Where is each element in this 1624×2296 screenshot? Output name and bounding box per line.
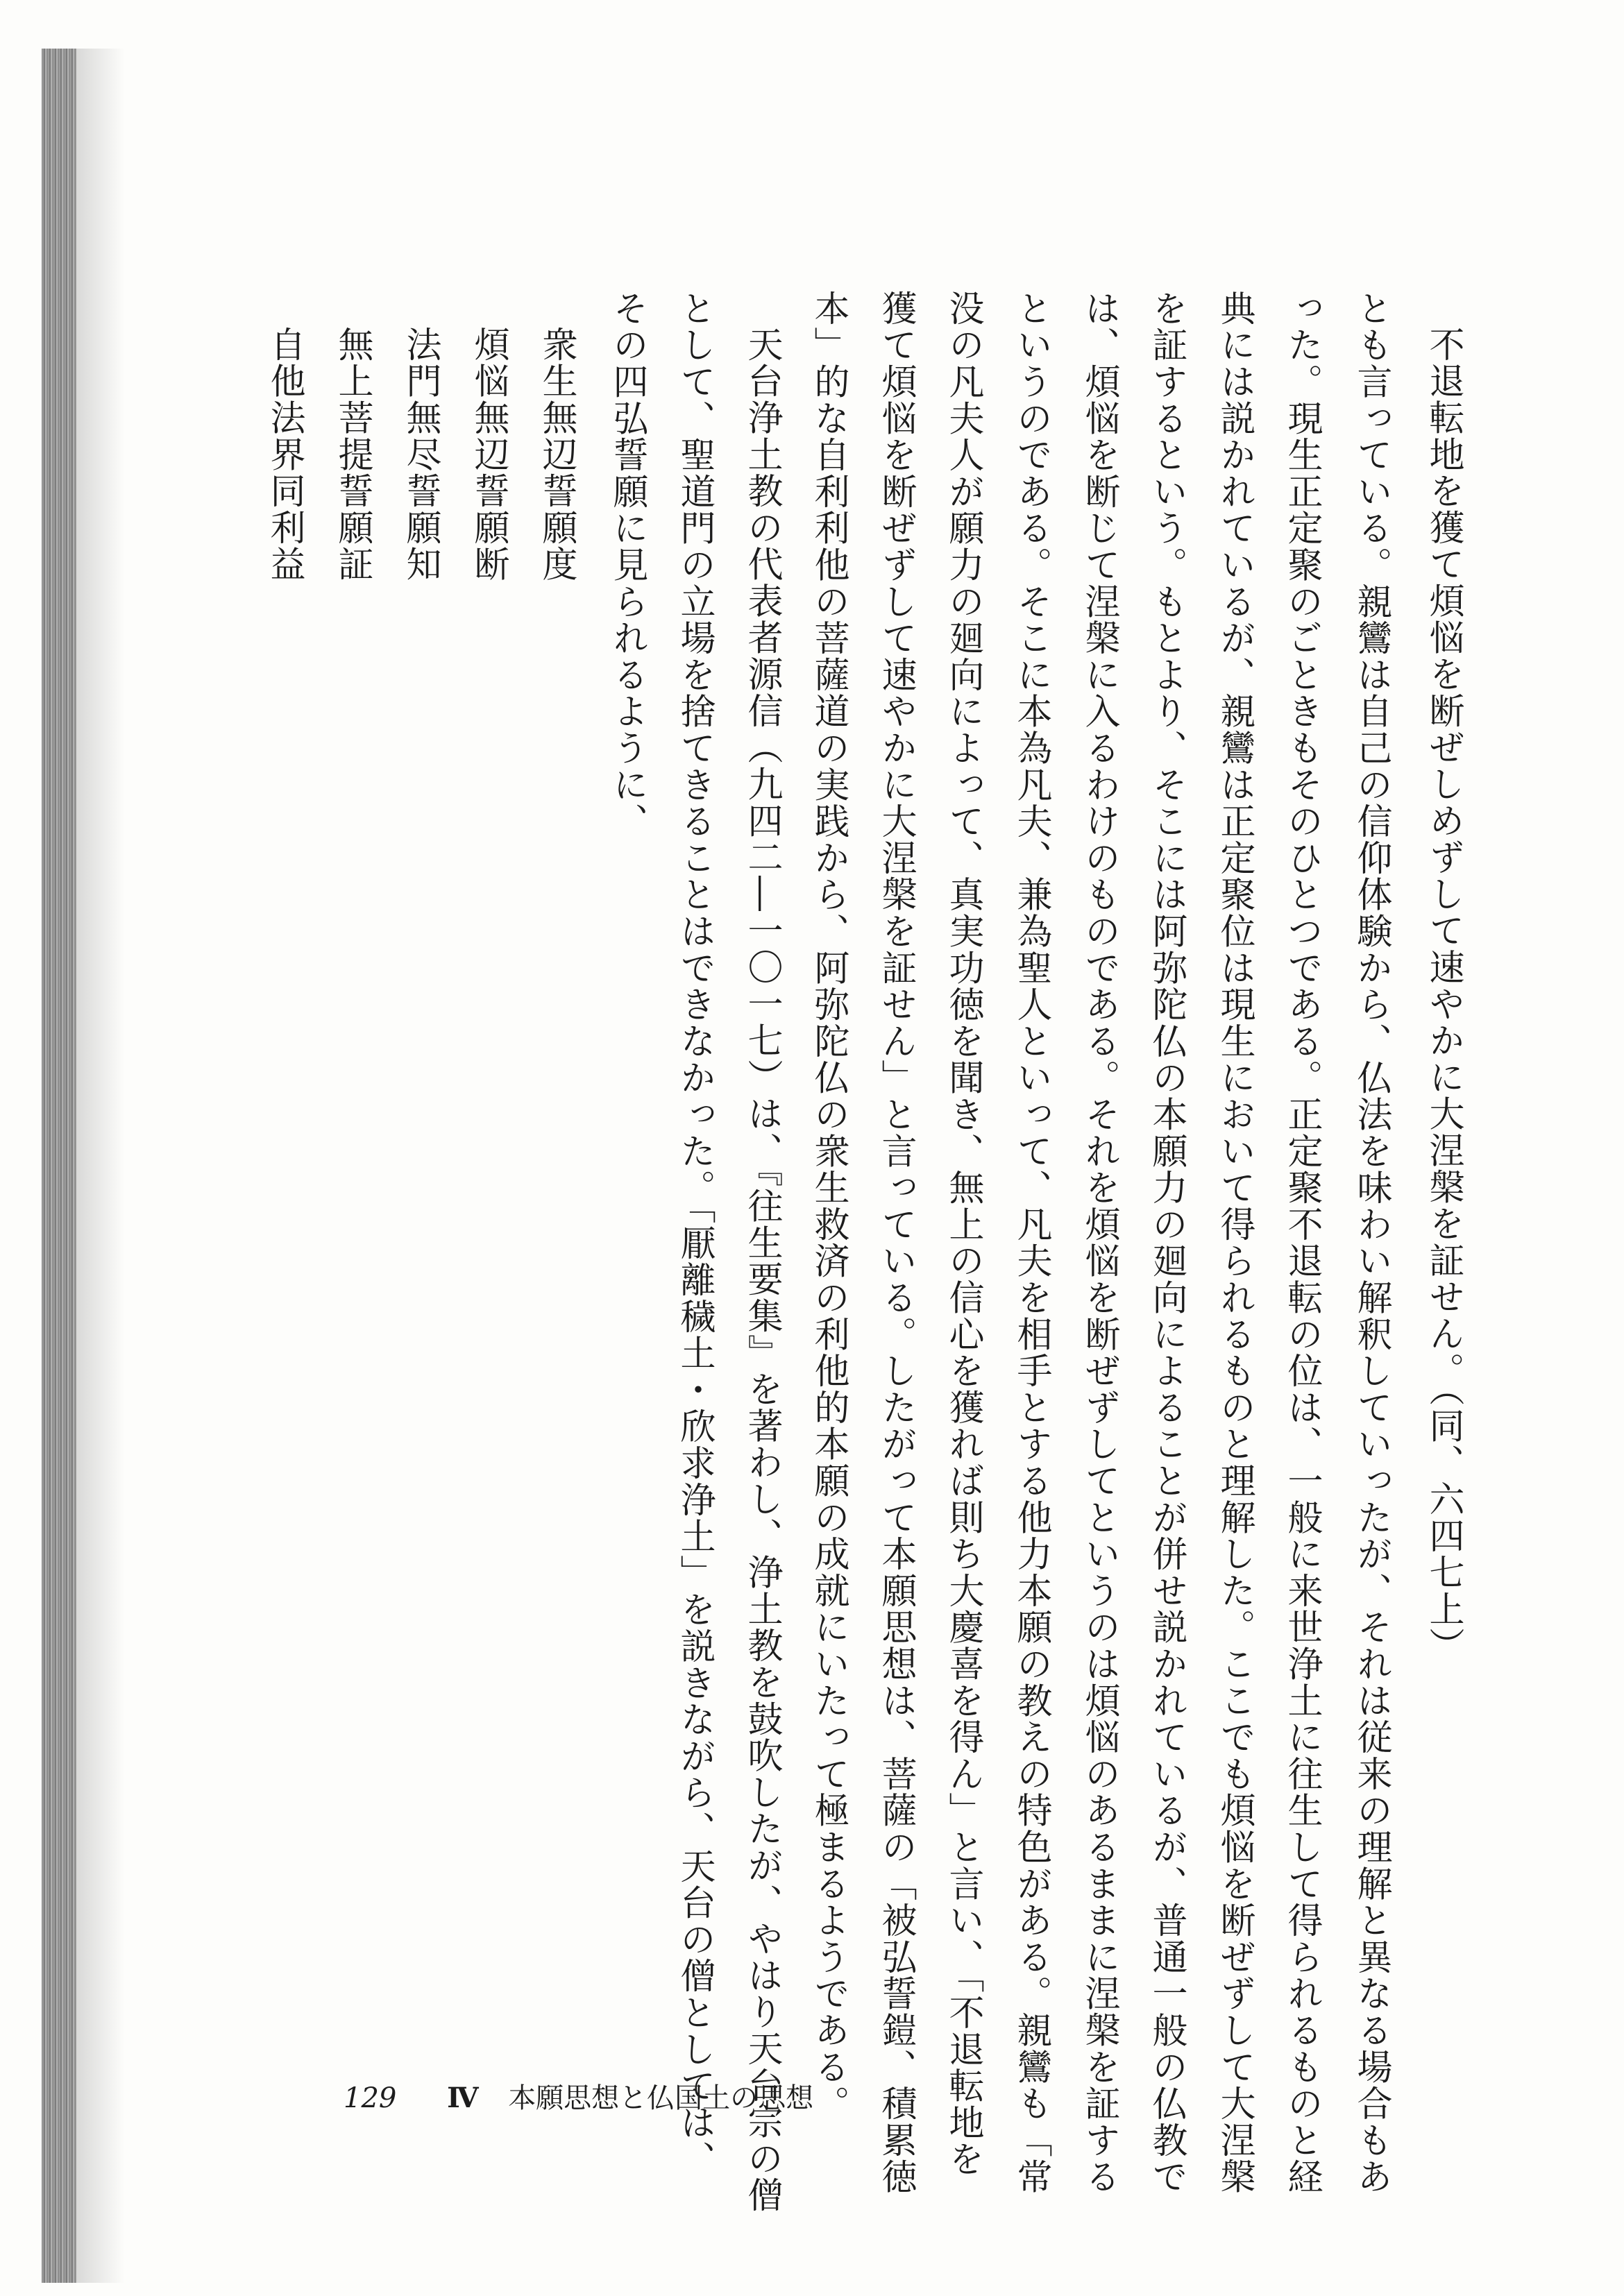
text-column: 天台浄土教の代表者源信（九四二―一〇一七）は、『往生要集』を著わし、浄土教を鼓吹したが、やはり天台宗の僧: [741, 326, 782, 2214]
text-column: は、煩悩を断じて涅槃に入るわけのものである。それを煩悩を断ぜずしてというのは煩悩のあるままに涅槃を証する: [1079, 290, 1119, 2195]
text-column: 典には説かれているが、親鸞は正定聚位は現生において得られるものと理解した。ここでも煩悩を断ぜずして大涅槃: [1214, 290, 1255, 2195]
text-column: った。現生正定聚のごときもそのひとつである。正定聚不退転の位は、一般に来世浄土に往生して得られるものと経: [1281, 290, 1322, 2195]
vow-line: 無上菩提誓願証: [332, 326, 373, 583]
running-footer: [344, 2076, 813, 2116]
vow-line: 衆生無辺誓願度: [536, 326, 577, 583]
text-column: として、聖道門の立場を捨てきることはできなかった。「厭離穢土・欣求浄土」を説きながら、天台の僧としては、: [674, 290, 715, 2178]
vow-line: 自他法界同利益: [264, 326, 305, 583]
text-column: 本」的な自利利他の菩薩道の実践から、阿弥陀仏の衆生救済の利他的本願の成就にいたって極まるようである。: [808, 290, 849, 2122]
text-column: を証するという。もとより、そこには阿弥陀仏の本願力の廻向によることが併せ説かれているが、普通一般の仏教で: [1146, 290, 1187, 2195]
text-column: 没の凡夫人が願力の廻向によって、真実功徳を聞き、無上の信心を獲れば則ち大慶喜を得ん」と言い、「不退転地を: [942, 290, 983, 2178]
text-column: 獲て煩悩を断ぜずして速やかに大涅槃を証せん」と言っている。したがって本願思想は、菩薩の「被弘誓鎧、積累徳: [875, 290, 916, 2195]
text-column: 不退転地を獲て煩悩を断ぜしめずして速やかに大涅槃を証せん。（同、六四七上）: [1423, 326, 1464, 1665]
vow-line: 法門無尽誓願知: [400, 326, 441, 583]
text-column: とも言っている。親鸞は自己の信仰体験から、仏法を味わい解釈していったが、それは従来の理解と異なる場合もあ: [1351, 290, 1392, 2195]
chapter-number: Ⅳ: [447, 2082, 479, 2114]
vow-line: 煩悩無辺誓願断: [468, 326, 509, 583]
text-column: というのである。そこに本為凡夫、兼為聖人といって、凡夫を相手とする他力本願の教えの特色がある。親鸞も「常: [1010, 290, 1051, 2195]
page-number: 129: [344, 2082, 397, 2114]
text-column: その四弘誓願に見られるように、: [607, 290, 648, 840]
chapter-title: 本願思想と仏国土の思想: [508, 2082, 814, 2114]
